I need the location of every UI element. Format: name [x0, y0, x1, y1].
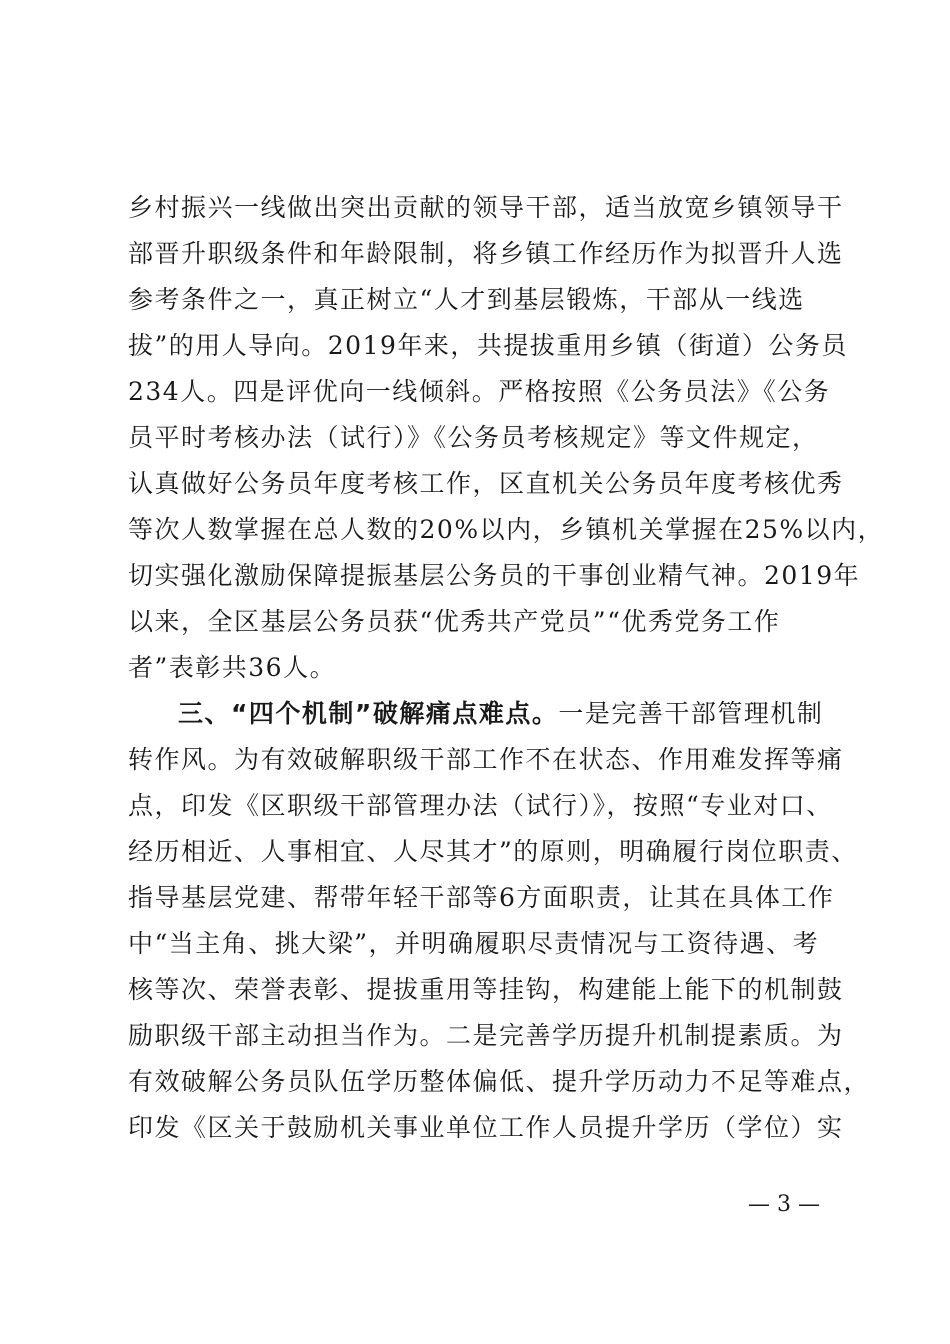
text-line: 转作风。为有效破解职级干部工作不在状态、作用难发挥等痛: [128, 745, 844, 774]
text-line: 乡村振兴一线做出突出贡献的领导干部，适当放宽乡镇领导干: [128, 193, 844, 222]
text-line: 有效破解公务员队伍学历整体偏低、提升学历动力不足等难点，: [128, 1067, 871, 1096]
text-line: 印发《区关于鼓励机关事业单位工作人员提升学历（学位）实: [128, 1113, 844, 1142]
page-number: — 3 —: [748, 1192, 820, 1217]
text-line: 核等次、荣誉表彰、提拔重用等挂钩，构建能上能下的机制鼓: [128, 975, 844, 1004]
text-line: 者”表彰共36人。: [128, 653, 337, 682]
text-line: 拔”的用人导向。2019年来，共提拔重用乡镇（街道）公务员: [128, 331, 848, 360]
text-line: 励职级干部主动担当作为。二是完善学历提升机制提素质。为: [128, 1021, 844, 1050]
text-line: 切实强化激励保障提振基层公务员的干事创业精气神。2019年: [128, 561, 861, 590]
text-line: 参考条件之一，真正树立“人才到基层锻炼，干部从一线选: [128, 285, 805, 314]
text-line: 员平时考核办法（试行）》《公务员考核规定》等文件规定，: [128, 423, 819, 452]
text-line: 等次人数掌握在总人数的20%以内，乡镇机关掌握在25%以内，: [128, 515, 885, 544]
text-line: 认真做好公务员年度考核工作，区直机关公务员年度考核优秀: [128, 469, 844, 498]
text-line: 234人。四是评优向一线倾斜。严格按照《公务员法》《公务: [128, 377, 831, 406]
section-heading-rest: 一是完善干部管理机制: [558, 699, 824, 728]
text-line: 中“当主角、挑大梁”，并明确履职尽责情况与工资待遇、考: [128, 929, 820, 958]
text-line: 指导基层党建、帮带年轻干部等6方面职责，让其在具体工作: [128, 883, 835, 912]
text-line: 以来，全区基层公务员获“优秀共产党员”“优秀党务工作: [128, 607, 781, 636]
section-heading: 三、“四个机制”破解痛点难点。: [178, 699, 559, 728]
text-line: 点，印发《区职级干部管理办法（试行）》，按照“专业对口、: [128, 791, 833, 820]
text-line: 经历相近、人事相宜、人尽其才”的原则，明确履行岗位职责、: [128, 837, 858, 866]
text-line: 部晋升职级条件和年龄限制，将乡镇工作经历作为拟晋升人选: [128, 239, 844, 268]
section-heading-line: [178, 699, 878, 729]
